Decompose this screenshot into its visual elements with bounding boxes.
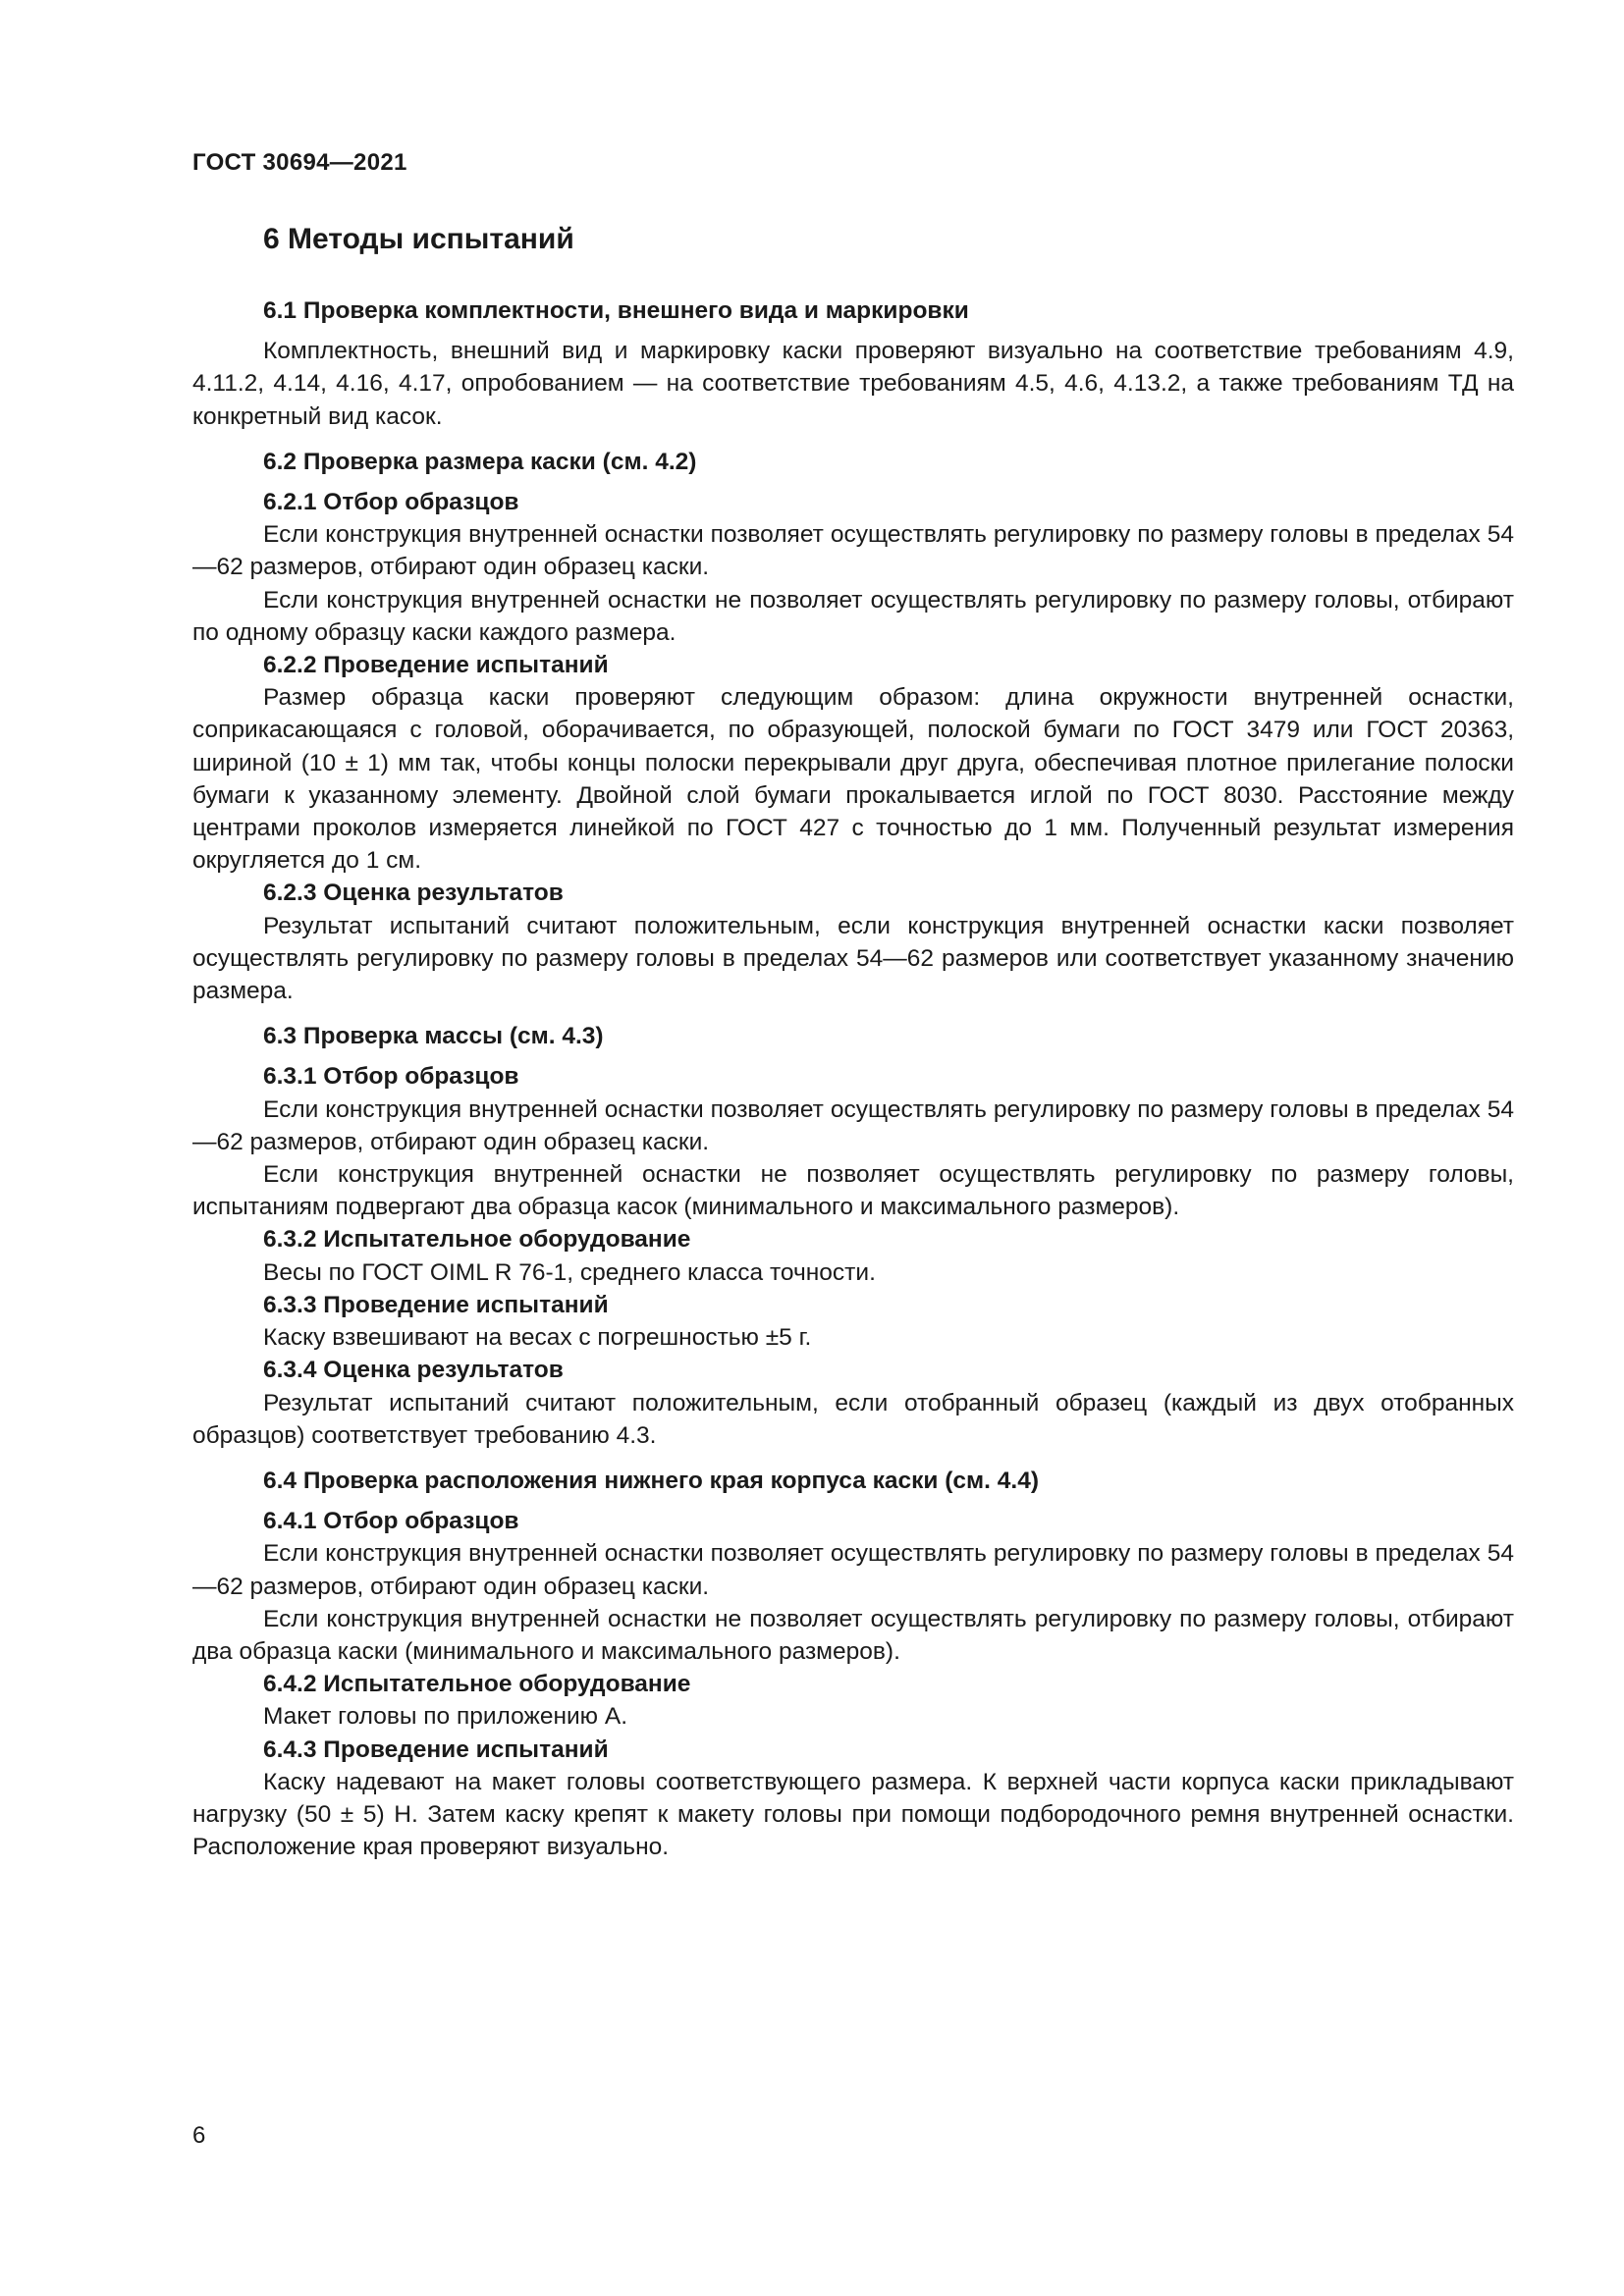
paragraph: Результат испытаний считают положительным, если конструкция внутренней оснастки каски позволяет осуществлять регулировку по размеру головы в пределах 54—62 размеров или соответствует указанному значению размера. [192,912,1514,1005]
section-title-6-2: 6.2 Проверка размера каски (см. 4.2) [263,448,697,475]
paragraph: Размер образца каски проверяют следующим образом: длина окружности внутренней оснастки, соприкасающаяся с головой, оборачивается, по образующей, полоской бумаги по ГОСТ 3479 или ГОСТ 20363, шириной (10 ± 1) мм так, чтобы концы полоски перекрывали друг друга, обеспечивая плотное прилегание полоски бумаги к указанному элементу. Двойной слой бумаги прокалывается иглой по ГОСТ 8030. Расстояние между центрами проколов измеряется линейкой по ГОСТ 427 с точностью до 1 мм. Полученный результат измерения округляется до 1 см. [192,684,1514,875]
paragraph: Каску надевают на макет головы соответствующего размера. К верхней части корпуса каски прикладывают нагрузку (50 ± 5) Н. Затем каску крепят к макету головы при помощи подбородочного ремня внутренней оснастки. Расположение края проверяют визуально. [192,1768,1514,1861]
chapter-title: 6 Методы испытаний [263,223,574,255]
paragraph: Комплектность, внешний вид и маркировку каски проверяют визуально на соответствие требованиям 4.9, 4.11.2, 4.14, 4.16, 4.17, опробованием — на соответствие требованиям 4.5, 4.6, 4.13.2, а также требованиям ТД на конкретный вид касок. [192,338,1514,430]
paragraph: Если конструкция внутренней оснастки позволяет осуществлять регулировку по размеру головы в пределах 54—62 размеров, отбирают один образец каски. [192,521,1514,581]
paragraph: Если конструкция внутренней оснастки не позволяет осуществлять регулировку по размеру головы, испытаниям подвергают два образца касок (минимального и максимального размеров). [192,1161,1514,1221]
subsection-title-6-4-3: 6.4.3 Проведение испытаний [263,1735,609,1763]
document-code: ГОСТ 30694—2021 [192,149,407,176]
paragraph: Если конструкция внутренней оснастки позволяет осуществлять регулировку по размеру головы в пределах 54—62 размеров, отбирают один образец каски. [192,1095,1514,1155]
paragraph: Если конструкция внутренней оснастки не позволяет осуществлять регулировку по размеру головы, отбирают по одному образцу каски каждого размера. [192,586,1514,646]
subsection-title-6-3-3: 6.3.3 Проведение испытаний [263,1291,609,1318]
section-title-6-4: 6.4 Проверка расположения нижнего края корпуса каски (см. 4.4) [263,1467,1040,1494]
subsection-title-6-4-2: 6.4.2 Испытательное оборудование [263,1671,691,1698]
document-body [192,220,1514,1863]
subsection-title-6-4-1: 6.4.1 Отбор образцов [263,1508,519,1535]
paragraph: Если конструкция внутренней оснастки не позволяет осуществлять регулировку по размеру головы, отбирают два образца каски (минимального и максимального размеров). [192,1605,1514,1665]
paragraph: Весы по ГОСТ OIML R 76-1, среднего класса точности. [263,1258,876,1286]
subsection-title-6-3-1: 6.3.1 Отбор образцов [263,1063,519,1091]
subsection-title-6-2-1: 6.2.1 Отбор образцов [263,489,519,516]
subsection-title-6-2-2: 6.2.2 Проведение испытаний [263,652,609,679]
subsection-title-6-3-2: 6.3.2 Испытательное оборудование [263,1226,691,1254]
subsection-title-6-3-4: 6.3.4 Оценка результатов [263,1357,564,1384]
paragraph: Каску взвешивают на весах с погрешностью ±5 г. [263,1324,812,1352]
page-number: 6 [192,2122,206,2149]
paragraph: Если конструкция внутренней оснастки позволяет осуществлять регулировку по размеру головы в пределах 54—62 размеров, отбирают один образец каски. [192,1540,1514,1600]
paragraph: Результат испытаний считают положительным, если отобранный образец (каждый из двух отобранных образцов) соответствует требованию 4.3. [192,1389,1514,1449]
section-title-6-1: 6.1 Проверка комплектности, внешнего вида и маркировки [263,297,969,324]
subsection-title-6-2-3: 6.2.3 Оценка результатов [263,880,564,907]
paragraph: Макет головы по приложению А. [263,1703,628,1731]
section-title-6-3: 6.3 Проверка массы (см. 4.3) [263,1023,604,1050]
